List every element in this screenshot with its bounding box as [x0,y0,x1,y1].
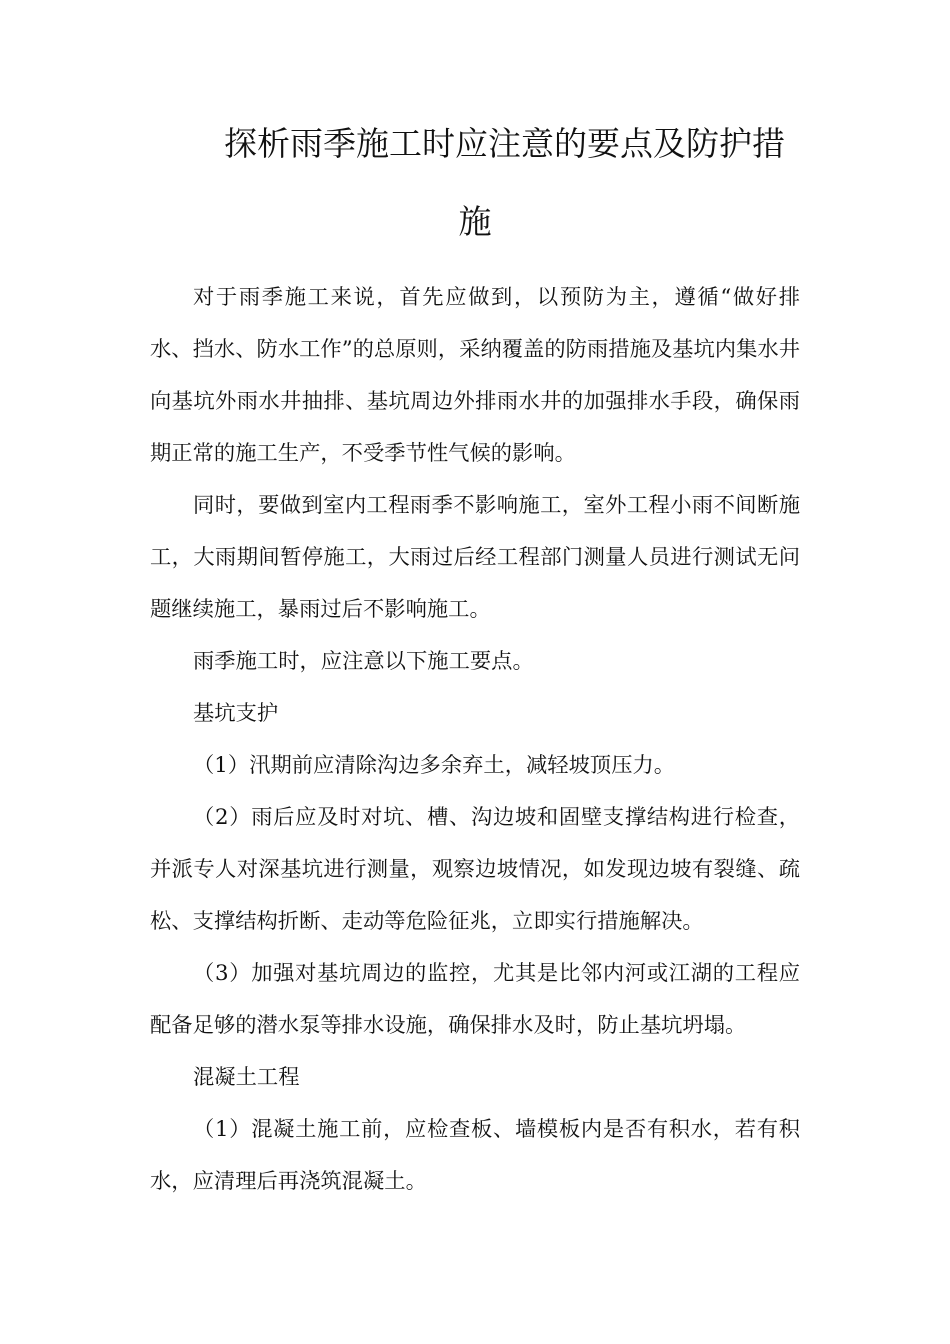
section-heading-concrete-works: 混凝土工程 [193,1065,300,1090]
body-paragraph: 对于雨季施工来说，首先应做到，以预防为主，遵循“做好排水、挡水、防水工作”的总原则，采纳覆盖的防雨措施及基坑内集水井向基坑外雨水井抽排、基坑周边外排雨水井的加强排水手段，确保雨期正常的施工生产，不受季节性气候的影响。 [150,285,800,466]
list-item: （1）汛期前应清除沟边多余弃土，减轻坡顶压力。 [193,753,676,778]
list-item: （3）加强对基坑周边的监控，尤其是比邻内河或江湖的工程应配备足够的潜水泵等排水设施，确保排水及时，防止基坑坍塌。 [150,961,800,1038]
document-title-line-2: 施 [458,202,492,241]
document-title-line-1: 探析雨季施工时应注意的要点及防护措 [224,124,785,163]
list-item: （1）混凝土施工前，应检查板、墙模板内是否有积水，若有积水，应清理后再浇筑混凝土。 [150,1117,800,1194]
list-item: （2）雨后应及时对坑、槽、沟边坡和固壁支撑结构进行检查，并派专人对深基坑进行测量，观察边坡情况，如发现边坡有裂缝、疏松、支撑结构折断、走动等危险征兆，立即实行措施解决。 [150,805,800,934]
body-paragraph: 雨季施工时，应注意以下施工要点。 [193,649,534,674]
body-paragraph: 同时，要做到室内工程雨季不影响施工，室外工程小雨不间断施工，大雨期间暂停施工，大雨过后经工程部门测量人员进行测试无问题继续施工，暴雨过后不影响施工。 [150,493,800,622]
document-body [150,272,800,1208]
section-heading-foundation-support: 基坑支护 [193,701,279,726]
